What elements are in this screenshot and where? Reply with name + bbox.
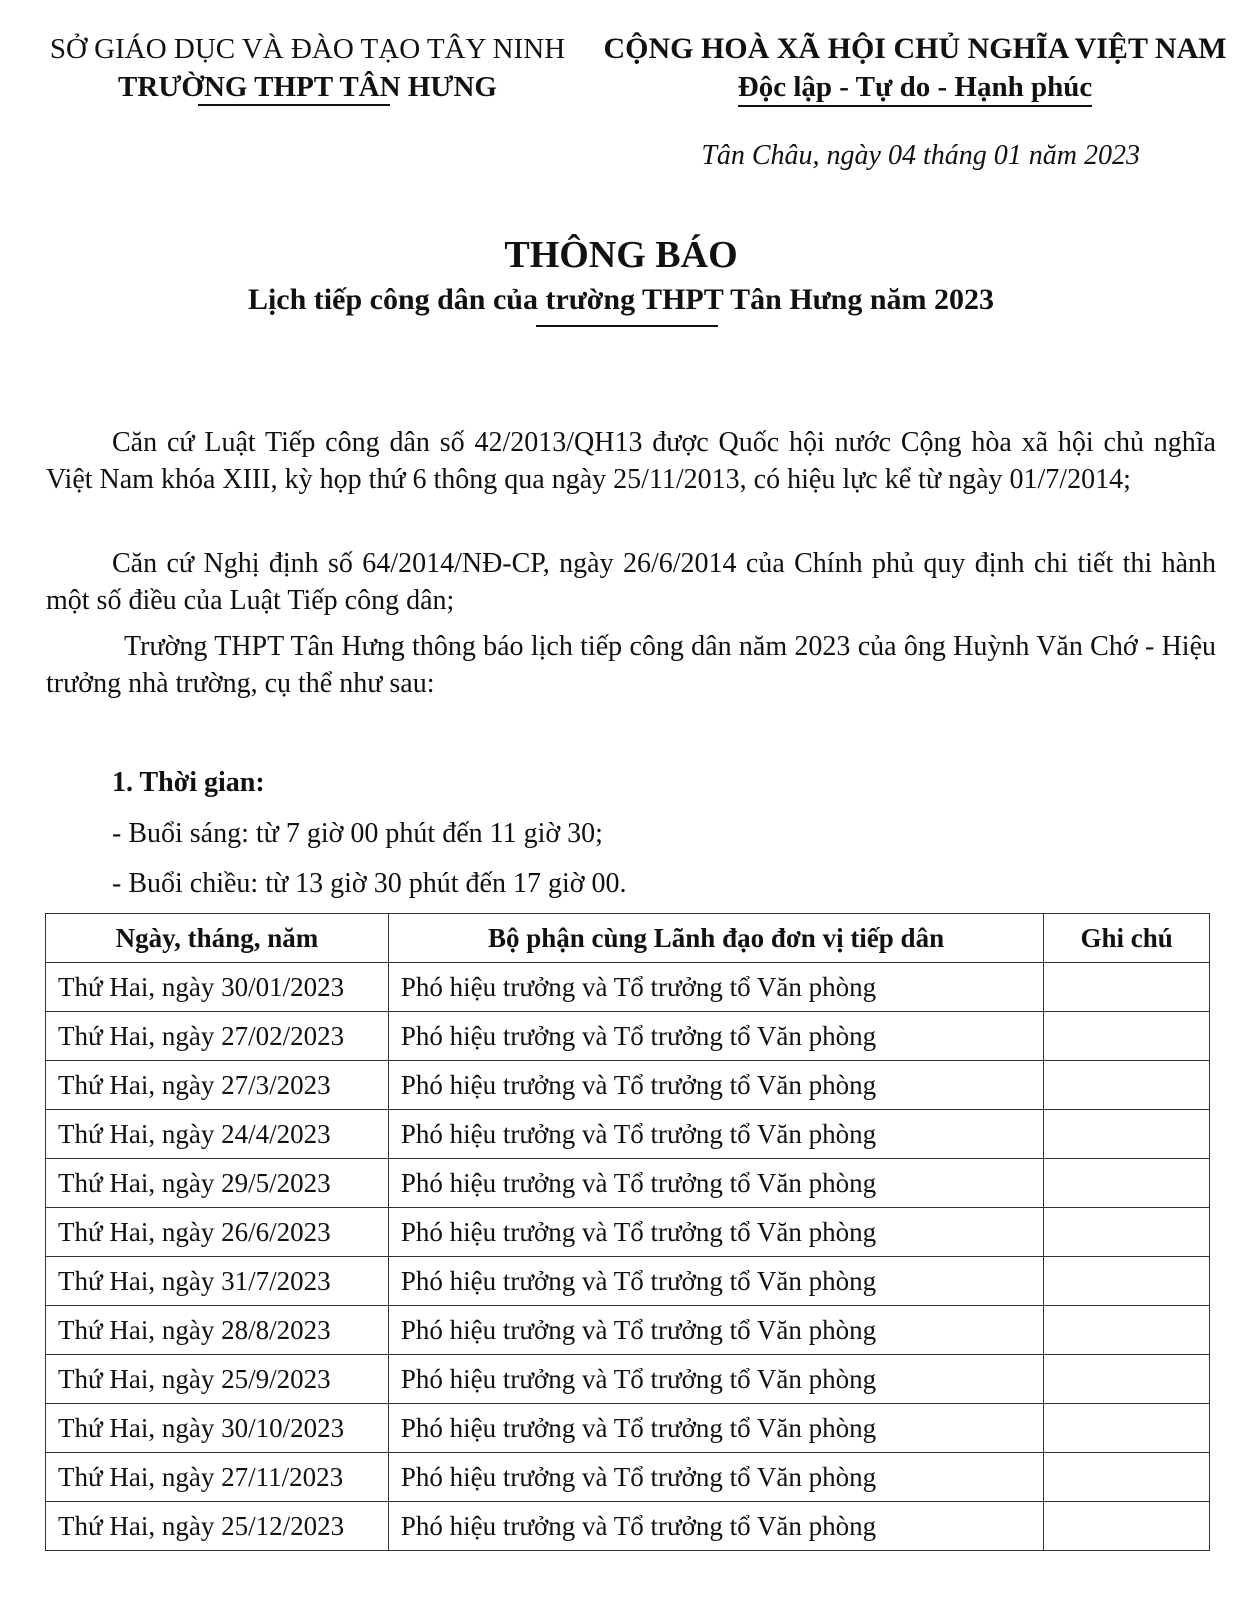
country-name: CỘNG HOÀ XÃ HỘI CHỦ NGHĨA VIỆT NAM	[603, 32, 1227, 65]
table-row	[46, 1404, 1210, 1453]
cell-date: Thứ Hai, ngày 27/02/2023	[46, 1012, 389, 1061]
subtitle-rule	[536, 325, 718, 327]
document-title: THÔNG BÁO	[504, 234, 738, 276]
cell-date: Thứ Hai, ngày 26/6/2023	[46, 1208, 389, 1257]
cell-department: Phó hiệu trưởng và Tổ trưởng tổ Văn phòng	[388, 1306, 1043, 1355]
cell-note	[1044, 1453, 1210, 1502]
cell-note	[1044, 1110, 1210, 1159]
table-row	[46, 1061, 1210, 1110]
cell-date: Thứ Hai, ngày 27/3/2023	[46, 1061, 389, 1110]
cell-note	[1044, 1208, 1210, 1257]
cell-date: Thứ Hai, ngày 24/4/2023	[46, 1110, 389, 1159]
cell-note	[1044, 1306, 1210, 1355]
cell-date: Thứ Hai, ngày 30/01/2023	[46, 963, 389, 1012]
cell-department: Phó hiệu trưởng và Tổ trưởng tổ Văn phòng	[388, 1110, 1043, 1159]
table-row	[46, 1355, 1210, 1404]
motto: Độc lập - Tự do - Hạnh phúc	[738, 71, 1093, 107]
table-row	[46, 1208, 1210, 1257]
cell-note	[1044, 1012, 1210, 1061]
table-row	[46, 1453, 1210, 1502]
legal-basis-paragraph-1: Căn cứ Luật Tiếp công dân số 42/2013/QH13 được Quốc hội nước Cộng hòa xã hội chủ nghĩa Việt Nam khóa XIII, kỳ họp thứ 6 thông qua ngày 25/11/2013, có hiệu lực kể từ ngày 01/7/2014;	[46, 427, 1216, 495]
cell-department: Phó hiệu trưởng và Tổ trưởng tổ Văn phòng	[388, 1159, 1043, 1208]
column-header-note: Ghi chú	[1044, 914, 1210, 963]
morning-hours: - Buổi sáng: từ 7 giờ 00 phút đến 11 giờ 30;	[112, 818, 603, 849]
column-header-department: Bộ phận cùng Lãnh đạo đơn vị tiếp dân	[388, 914, 1043, 963]
place-and-date: Tân Châu, ngày 04 tháng 01 năm 2023	[701, 140, 1140, 171]
table-header-row	[46, 914, 1210, 963]
cell-department: Phó hiệu trưởng và Tổ trưởng tổ Văn phòng	[388, 1355, 1043, 1404]
cell-note	[1044, 963, 1210, 1012]
cell-date: Thứ Hai, ngày 25/12/2023	[46, 1502, 389, 1551]
cell-date: Thứ Hai, ngày 31/7/2023	[46, 1257, 389, 1306]
reception-schedule-table	[45, 913, 1210, 1551]
school-name: TRƯỜNG THPT TÂN HƯNG	[118, 71, 497, 103]
cell-department: Phó hiệu trưởng và Tổ trưởng tổ Văn phòng	[388, 1453, 1043, 1502]
cell-date: Thứ Hai, ngày 25/9/2023	[46, 1355, 389, 1404]
table-row	[46, 1257, 1210, 1306]
table-row	[46, 1502, 1210, 1551]
table-row	[46, 1012, 1210, 1061]
column-header-date: Ngày, tháng, năm	[46, 914, 389, 963]
table-row	[46, 1306, 1210, 1355]
department-name: SỞ GIÁO DỤC VÀ ĐÀO TẠO TÂY NINH	[49, 33, 566, 65]
cell-department: Phó hiệu trưởng và Tổ trưởng tổ Văn phòng	[388, 1502, 1043, 1551]
table-row	[46, 1159, 1210, 1208]
cell-department: Phó hiệu trưởng và Tổ trưởng tổ Văn phòng	[388, 1208, 1043, 1257]
announcement-paragraph: Trường THPT Tân Hưng thông báo lịch tiếp công dân năm 2023 của ông Huỳnh Văn Chớ - Hiệu trưởng nhà trường, cụ thể như sau:	[46, 631, 1216, 699]
school-name-underline	[198, 104, 390, 106]
cell-department: Phó hiệu trưởng và Tổ trưởng tổ Văn phòng	[388, 963, 1043, 1012]
cell-department: Phó hiệu trưởng và Tổ trưởng tổ Văn phòng	[388, 1061, 1043, 1110]
cell-date: Thứ Hai, ngày 27/11/2023	[46, 1453, 389, 1502]
cell-note	[1044, 1502, 1210, 1551]
cell-date: Thứ Hai, ngày 29/5/2023	[46, 1159, 389, 1208]
cell-note	[1044, 1257, 1210, 1306]
cell-date: Thứ Hai, ngày 28/8/2023	[46, 1306, 389, 1355]
cell-department: Phó hiệu trưởng và Tổ trưởng tổ Văn phòng	[388, 1012, 1043, 1061]
afternoon-hours: - Buổi chiều: từ 13 giờ 30 phút đến 17 giờ 00.	[112, 868, 627, 899]
cell-note	[1044, 1061, 1210, 1110]
table-row	[46, 963, 1210, 1012]
issuing-agency-block	[30, 30, 585, 106]
document-subtitle: Lịch tiếp công dân của trường THPT Tân Hưng năm 2023	[247, 283, 995, 316]
cell-note	[1044, 1355, 1210, 1404]
motto-line	[595, 68, 1235, 106]
national-motto-block	[595, 30, 1235, 106]
cell-date: Thứ Hai, ngày 30/10/2023	[46, 1404, 389, 1453]
cell-note	[1044, 1159, 1210, 1208]
section-heading-time: 1. Thời gian:	[112, 767, 265, 798]
table-row	[46, 1110, 1210, 1159]
cell-note	[1044, 1404, 1210, 1453]
cell-department: Phó hiệu trưởng và Tổ trưởng tổ Văn phòng	[388, 1257, 1043, 1306]
legal-basis-paragraph-2: Căn cứ Nghị định số 64/2014/NĐ-CP, ngày 26/6/2014 của Chính phủ quy định chi tiết thi hành một số điều của Luật Tiếp công dân;	[46, 548, 1216, 616]
cell-department: Phó hiệu trưởng và Tổ trưởng tổ Văn phòng	[388, 1404, 1043, 1453]
